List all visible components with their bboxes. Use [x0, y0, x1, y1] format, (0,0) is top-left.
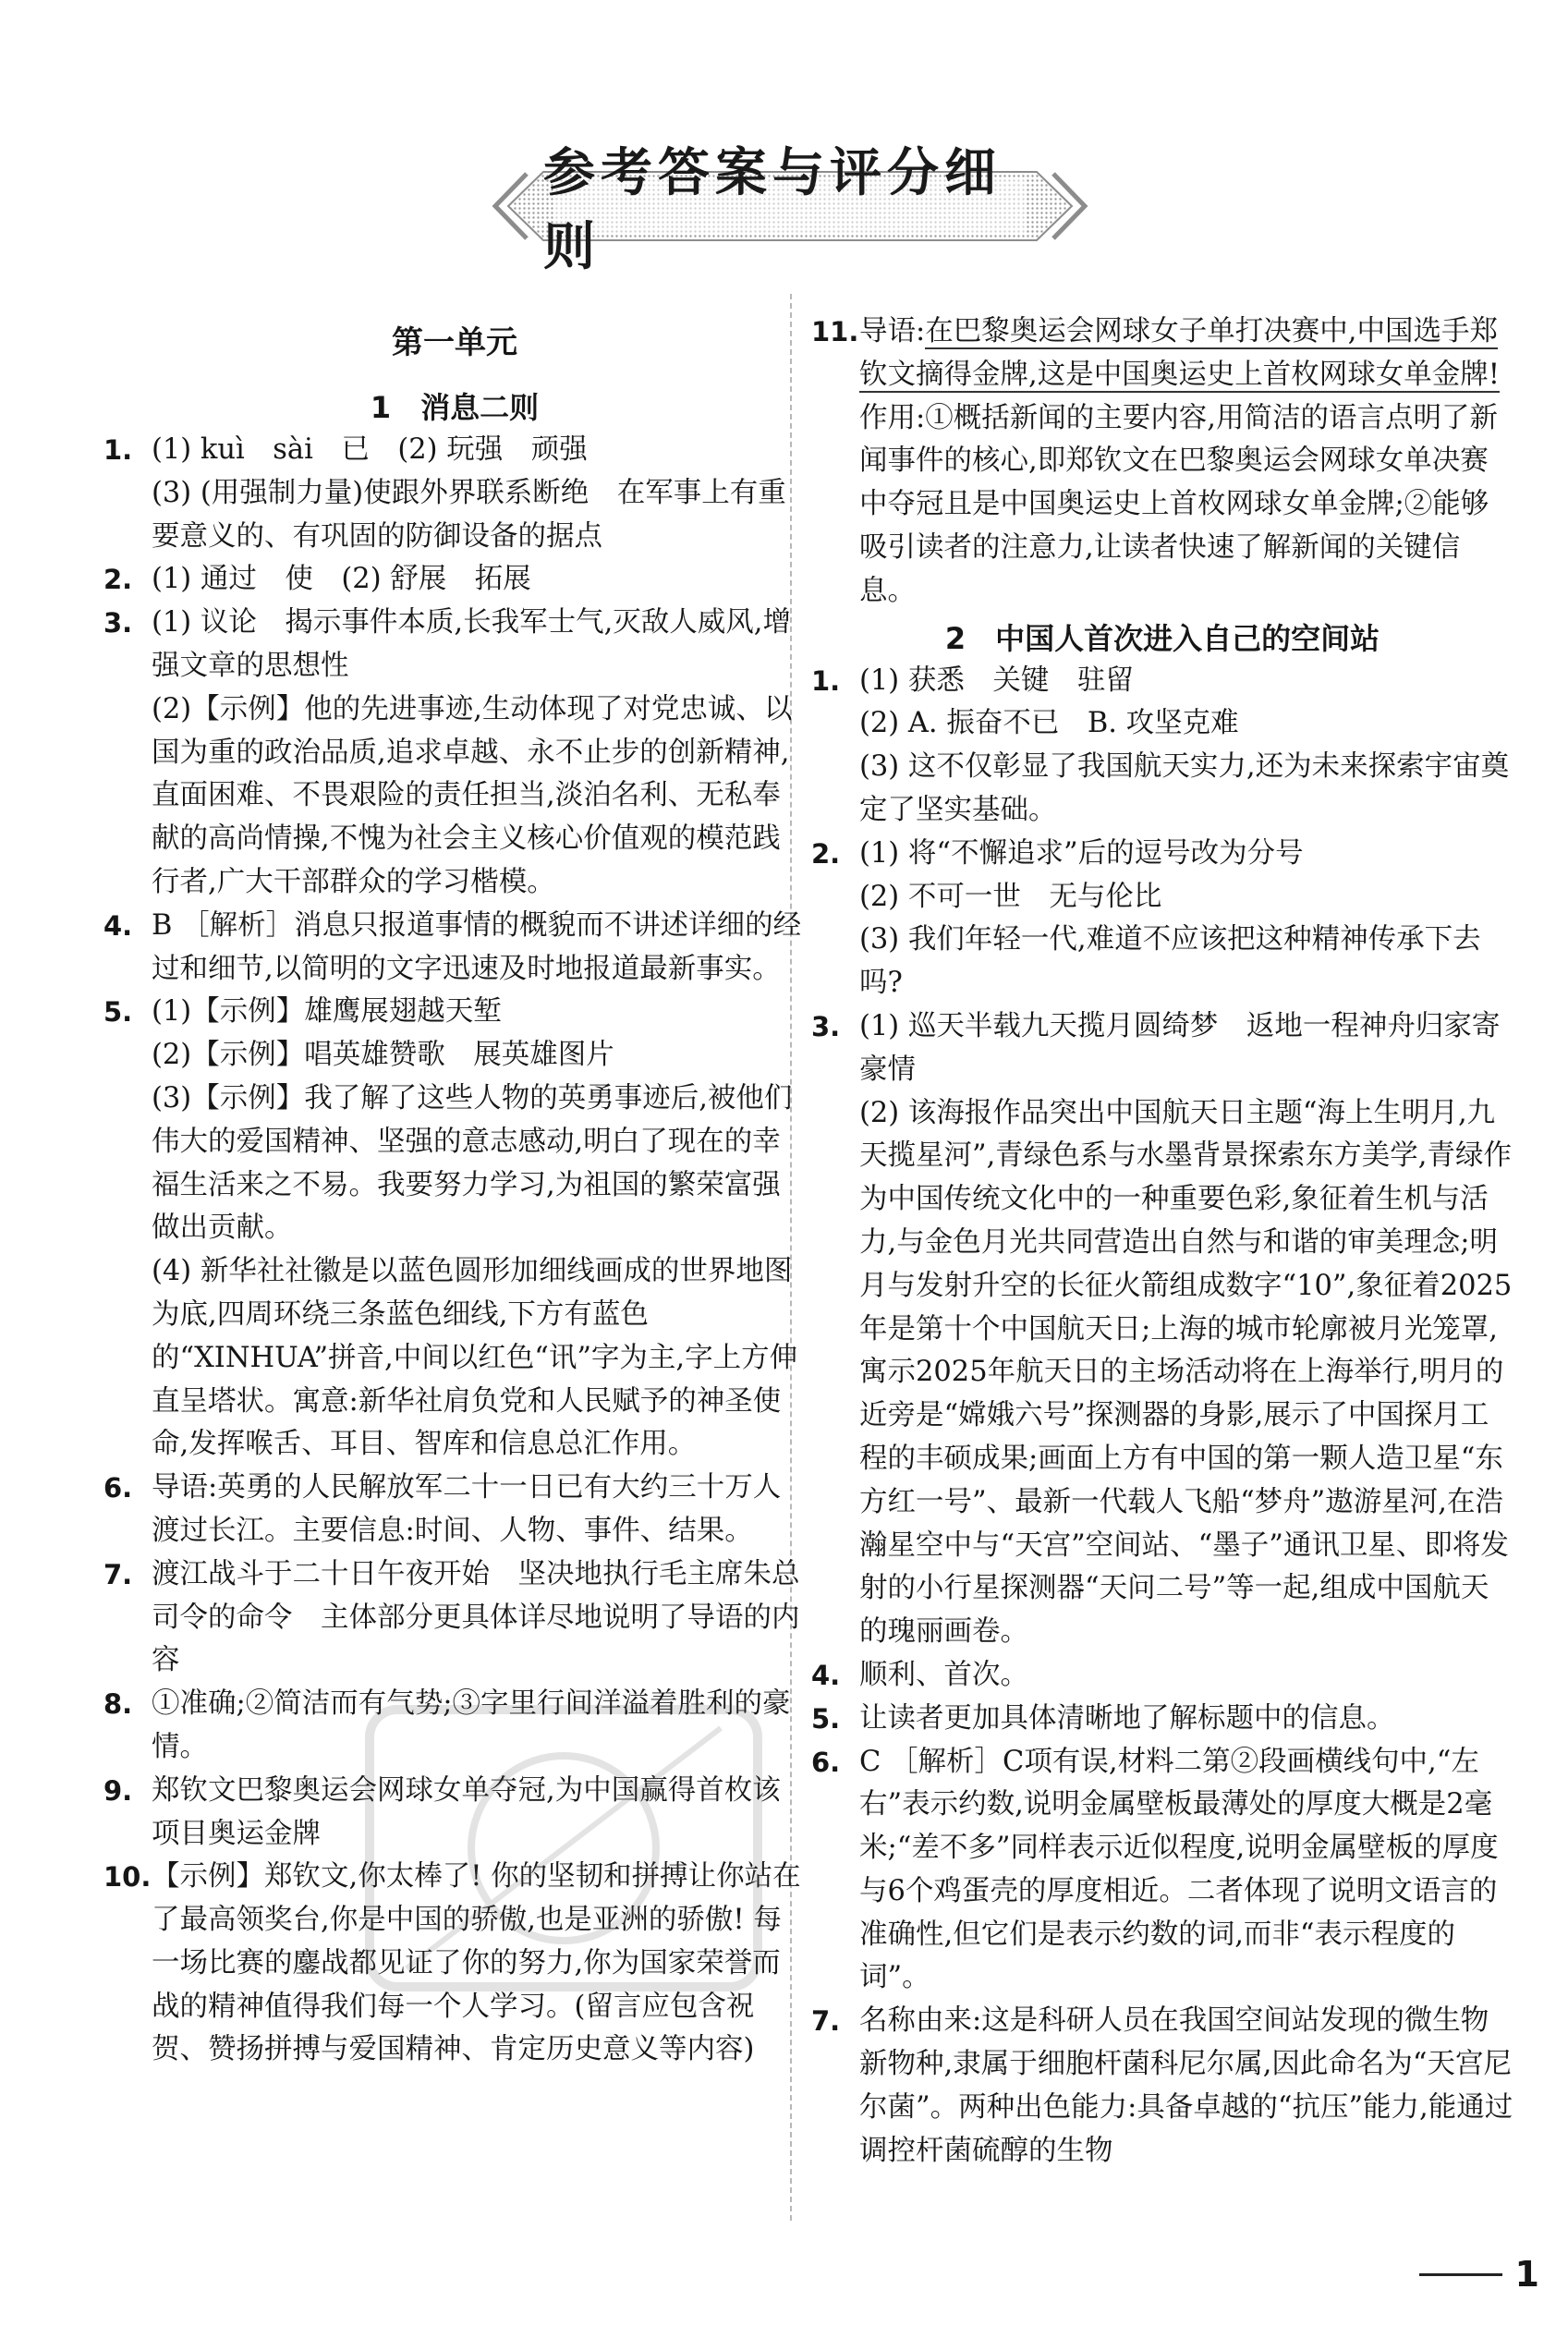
- item-number: 5.: [103, 996, 133, 1029]
- answer-item: [811, 1741, 1513, 2001]
- answer-line: (1) 议论 揭示事件本质,长我军士气,灭敌人威风,增强文章的思想性: [152, 606, 791, 682]
- unit-title: 第一单元: [392, 324, 517, 361]
- item-number: 8.: [103, 1688, 133, 1721]
- title-banner: [490, 143, 1090, 277]
- answer-item: [103, 429, 806, 558]
- answer-item: [811, 2000, 1513, 2173]
- item-number: 2.: [103, 564, 133, 596]
- item-number: 4.: [811, 1659, 841, 1691]
- answer-item: [811, 1005, 1513, 1654]
- answer-item: [103, 1467, 806, 1553]
- answer-item: [103, 991, 806, 1467]
- page-title: 参考答案与评分细则: [543, 143, 1002, 277]
- answer-item: [103, 1856, 806, 2072]
- answer-line: (2) 该海报作品突出中国航天日主题“海上生明月,九天揽星河”,青绿色系与水墨背景探索东方美学,青绿作为中国传统文化中的一种重要色彩,象征着生机与活力,与金色月光共同营造出自然与和谐的审美理念;明月与发射升空的长征火箭组成数字“10”,象征着2025年是第十个中国航天日;上海的城市轮廓被月光笼罩,寓示2025年航天日的主场活动将在上海举行,明月的近旁是“嫦娥六号”探测器的身影,展示了中国探月工程的丰硕成果;画面上方有中国的第一颗人造卫星“东方红一号”、最新一代载人飞船“梦舟”遨游星河,在浩瀚星空中与“天宫”空间站、“墨子”通讯卫星、即将发射的小行星探测器“天问二号”等一起,组成中国航天的瑰丽画卷。: [859, 1096, 1513, 1649]
- page-number-text: 1: [1514, 2254, 1539, 2295]
- answer-line: (2) A. 振奋不已 B. 攻坚克难: [859, 707, 1239, 740]
- right-column: [811, 305, 1528, 2173]
- underlined-lead: 在巴黎奥运会网球女子单打决赛中,中国选手郑钦文摘得金牌,这是中国奥运史上首枚网球女单金牌!: [859, 315, 1500, 391]
- item-number: 5.: [811, 1702, 841, 1735]
- page-number: [1419, 2251, 1539, 2297]
- answer-line: 渡江战斗于二十日午夜开始 坚决地执行毛主席朱总司令的命令 主体部分更具体详尽地说明了导语的内容: [152, 1557, 800, 1677]
- answer-line: (2) 不可一世 无与伦比: [859, 880, 1162, 913]
- item-number: 2.: [811, 837, 841, 870]
- item-number: 1.: [103, 434, 133, 466]
- item-number: 3.: [811, 1010, 841, 1042]
- answer-item: [811, 833, 1513, 1005]
- answer-line: (3) 我们年轻一代,难道不应该把这种精神传承下去吗?: [859, 923, 1481, 1000]
- answer-item: [811, 311, 1528, 614]
- answer-line: C ［解析］C项有误,材料二第②段画横线句中,“左右”表示约数,说明金属壁板最薄处的厚度大概是2毫米;“差不多”同样表示近似程度,说明金属壁板的厚度与6个鸡蛋壳的厚度相近。二者体现了说明文语言的准确性,但它们是表示约数的词,而非“表示程度的词”。: [859, 1745, 1499, 1994]
- answer-item: [811, 1654, 1513, 1698]
- item-number: 10.: [103, 1861, 152, 1894]
- lesson-title-2: 2 中国人首次进入自己的空间站: [944, 620, 1380, 656]
- answer-item: [811, 1698, 1513, 1741]
- answer-item: [103, 905, 806, 992]
- answer-line: 名称由来:这是科研人员在我国空间站发现的微生物新物种,隶属于细胞杆菌科尼尔属,因此命名为“天宫尼尔菌”。两种出色能力:具备卓越的“抗压”能力,能通过调控杆菌硫醇的生物: [859, 2004, 1513, 2167]
- item-number: 11.: [811, 316, 859, 347]
- answer-item: [103, 558, 806, 602]
- answer-line: (3) 这不仅彰显了我国航天实力,还为未来探索宇宙奠定了坚实基础。: [859, 750, 1510, 826]
- item-number: 1.: [811, 664, 841, 697]
- item-number: 4.: [103, 909, 133, 942]
- item-number: 6.: [811, 1746, 841, 1778]
- answer-line: ①准确;②简洁而有气势;③字里行间洋溢着胜利的豪情。: [152, 1687, 791, 1763]
- answer-line: (2)【示例】唱英雄赞歌 展英雄图片: [152, 1039, 614, 1072]
- answer-line: 让读者更加具体清晰地了解标题中的信息。: [859, 1701, 1395, 1735]
- lead-label: 导语:: [859, 315, 926, 347]
- answer-line: (2)【示例】他的先进事迹,生动体现了对党忠诚、以国为重的政治品质,追求卓越、永不止步的创新精神,直面困难、不畏艰险的责任担当,淡泊名利、无私奉献的高尚情操,不愧为社会主义核心价值观的模范践行者,广大干部群众的学习楷模。: [152, 692, 793, 898]
- answer-line: (3) (用强制力量)使跟外界联系断绝 在军事上有重要意义的、有巩固的防御设备的据点: [152, 476, 786, 553]
- answer-item: [811, 660, 1513, 833]
- answer-item: [103, 1553, 806, 1683]
- item-number: 7.: [811, 2005, 841, 2038]
- answer-line: (3)【示例】我了解了这些人物的英勇事迹后,被他们伟大的爱国精神、坚强的意志感动,明白了现在的幸福生活来之不易。我要努力学习,为祖国的繁荣富强做出贡献。: [152, 1081, 793, 1245]
- answer-line: (1)【示例】雄鹰展翅越天堑: [152, 995, 502, 1029]
- answer-item: [103, 1770, 806, 1857]
- lesson-title-1: 1 消息二则: [370, 390, 540, 425]
- answer-line: (1) 将“不懈追求”后的逗号改为分号: [859, 836, 1304, 870]
- answer-line: (1) 获悉 关键 驻留: [859, 664, 1134, 697]
- item-number: 7.: [103, 1558, 133, 1590]
- answer-line: 顺利、首次。: [859, 1658, 1028, 1691]
- answer-item: [103, 602, 806, 905]
- answer-line: (1) kuì sài 已 (2) 玩强 顽强: [152, 433, 588, 466]
- lead-explanation: 作用:①概括新闻的主要内容,用简洁的语言点明了新闻事件的核心,即郑钦文在巴黎奥运会网球女单决赛中夺冠且是中国奥运史上首枚网球女单金牌;②能够吸引读者的注意力,让读者快速了解新闻的关键信息。: [859, 358, 1528, 607]
- item-number: 3.: [103, 607, 133, 639]
- answer-line: [859, 311, 1528, 614]
- left-column: [103, 305, 806, 2072]
- page-number-rule: [1419, 2273, 1502, 2276]
- answer-item: [103, 1683, 806, 1770]
- item-number: 6.: [103, 1472, 133, 1504]
- answer-line: (4) 新华社社徽是以蓝色圆形加细线画成的世界地图为底,四周环绕三条蓝色细线,下方有蓝色的“XINHUA”拼音,中间以红色“讯”字为主,字上方伸直呈塔状。寓意:新华社肩负党和人民赋予的神圣使命,发挥喉舌、耳目、智库和信息总汇作用。: [152, 1255, 798, 1461]
- answer-line: 郑钦文巴黎奥运会网球女单夺冠,为中国赢得首枚该项目奥运金牌: [152, 1773, 781, 1850]
- answer-line: 【示例】郑钦文,你太棒了! 你的坚韧和拼搏让你站在了最高领奖台,你是中国的骄傲,也是亚洲的骄傲! 每一场比赛的鏖战都见证了你的努力,你为国家荣誉而战的精神值得我们每一个人学习。(留言应包含祝贺、赞扬拼搏与爱国精神、肯定历史意义等内容): [152, 1860, 801, 2066]
- item-number: 9.: [103, 1774, 133, 1807]
- answer-line: 导语:英勇的人民解放军二十一日已有大约三十万人渡过长江。主要信息:时间、人物、事件、结果。: [152, 1471, 782, 1547]
- answer-line: B ［解析］消息只报道事情的概貌而不讲述详细的经过和细节,以简明的文字迅速及时地报道最新事实。: [152, 908, 802, 985]
- answer-line: (1) 巡天半载九天揽月圆绮梦 返地一程神舟归家寄豪情: [859, 1009, 1501, 1086]
- answer-line: (1) 通过 使 (2) 舒展 拓展: [152, 563, 531, 596]
